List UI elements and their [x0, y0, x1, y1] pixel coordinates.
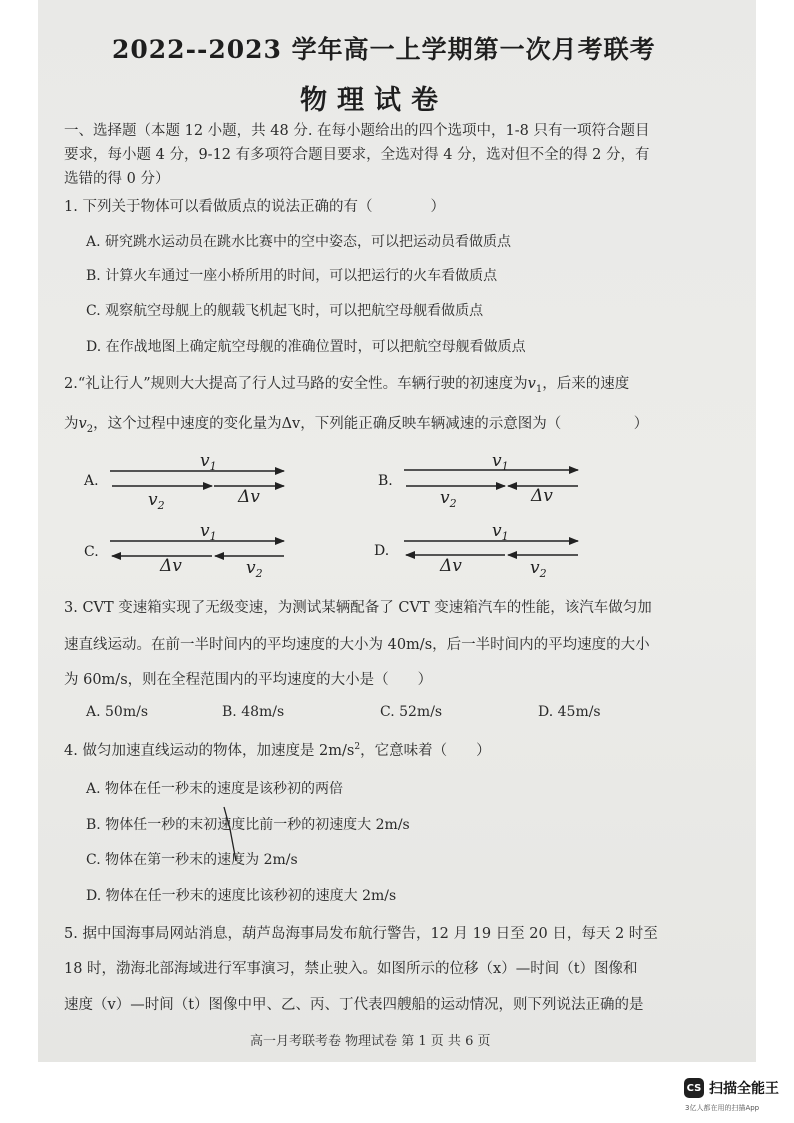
q4-stem-head: 4. 做匀加速直线运动的物体，加速度是 2m/s: [64, 743, 355, 759]
section-intro-line2: 要求，每小题 4 分，9-12 有多项符合题目要求，全选对得 4 分，选对但不全的得 2 分，有: [64, 147, 650, 163]
q1-stem: 1. 下列关于物体可以看做质点的说法正确的有（ ）: [64, 199, 445, 215]
q3-option-c: C. 52m/s: [380, 704, 443, 720]
q3-stem-line3: 为 60m/s，则在全程范围内的平均速度的大小是（ ）: [64, 672, 433, 688]
delta-v-symbol: Δv: [281, 416, 301, 432]
q1-option-a: A. 研究跳水运动员在跳水比赛中的空中姿态，可以把运动员看做质点: [86, 234, 512, 250]
q1-option-d: D. 在作战地图上确定航空母舰的准确位置时，可以把航空母舰看做质点: [86, 339, 526, 355]
q4-option-d: D. 物体在任一秒末的速度比该秒初的速度大 2m/s: [86, 888, 397, 904]
diagram-d-v2-label: $v_2$: [530, 558, 547, 580]
diagram-d-v1-label: $v_1$: [492, 521, 509, 543]
v1-symbol: v: [527, 376, 536, 392]
v2-subscript: 2: [86, 423, 94, 435]
page-footer: 高一月考联考卷 物理试卷 第 1 页 共 6 页: [250, 1034, 491, 1049]
q4-stem-superscript: 2: [354, 742, 361, 753]
camscanner-logo-icon: CS: [684, 1078, 704, 1098]
q4-stem: [64, 739, 491, 760]
exam-subtitle: 物理试卷: [300, 85, 448, 116]
diagram-a-dv-label: Δv: [238, 487, 260, 507]
q5-stem-line1: 5. 据中国海事局网站消息，葫芦岛海事局发布航行警告，12 月 19 日至 20 日，每天 2 时至: [64, 926, 658, 942]
q4-option-b: B. 物体任一秒的末初速度比前一秒的初速度大 2m/s: [86, 817, 410, 833]
q2-stem-line1-tail: ，后来的速度: [542, 376, 630, 392]
exam-title: 2022--2023 学年高一上学期第一次月考联考: [112, 35, 656, 64]
q3-stem-line2: 速直线运动。在前一半时间内的平均速度的大小为 40m/s，后一半时间内的平均速度的大小: [64, 637, 650, 653]
pen-mark: [220, 805, 250, 870]
q2-stem-line1-text: 2.“礼让行人”规则大大提高了行人过马路的安全性。车辆行驶的初速度为: [64, 376, 528, 392]
diagram-c-v1-label: $v_1$: [200, 521, 217, 543]
diagram-c-dv-label: Δv: [160, 556, 182, 576]
v1-subscript: 1: [535, 383, 543, 395]
diagram-b-label: B.: [378, 473, 393, 489]
q3-stem-line1: 3. CVT 变速箱实现了无级变速，为测试某辆配备了 CVT 变速箱汽车的性能，该汽车做匀加: [64, 600, 652, 616]
diagram-b-v2-label: $v_2$: [440, 488, 457, 510]
scanner-tagline: 3亿人都在用的扫描App: [685, 1104, 760, 1112]
diagram-d-dv-label: Δv: [440, 556, 462, 576]
v2-symbol: v: [78, 416, 87, 432]
q5-stem-line2: 18 时，渤海北部海域进行军事演习，禁止驶入。如图所示的位移（x）—时间（t）图像和: [64, 961, 638, 977]
q1-option-c: C. 观察航空母舰上的舰载飞机起飞时，可以把航空母舰看做质点: [86, 303, 484, 319]
diagram-d-label: D.: [374, 543, 390, 559]
q3-option-b: B. 48m/s: [222, 704, 285, 720]
diagram-a-v1-label: $v_1$: [200, 451, 217, 473]
section-intro-line3: 选错的得 0 分）: [64, 171, 170, 187]
q2-stem-line2-head: 为: [64, 416, 79, 432]
q1-option-b: B. 计算火车通过一座小桥所用的时间，可以把运行的火车看做质点: [86, 268, 498, 284]
section-intro-line1: 一、选择题（本题 12 小题，共 48 分. 在每小题给出的四个选项中，1-8 只有一项符合题目: [64, 123, 650, 139]
diagram-c-label: C.: [84, 544, 99, 560]
diagram-a-v2-label: $v_2$: [148, 490, 165, 512]
q3-option-a: A. 50m/s: [86, 704, 149, 720]
diagram-b-dv-label: Δv: [531, 486, 553, 506]
q4-option-a: A. 物体在任一秒末的速度是该秒初的两倍: [86, 781, 344, 797]
q5-stem-line3: 速度（v）—时间（t）图像中甲、乙、丙、丁代表四艘船的运动情况，则下列说法正确的是: [64, 997, 644, 1013]
q2-stem-line2-mid: ，这个过程中速度的变化量为: [93, 416, 282, 432]
diagram-a-label: A.: [84, 473, 99, 489]
q3-option-d: D. 45m/s: [538, 704, 601, 720]
q4-option-c: C. 物体在第一秒末的速度为 2m/s: [86, 852, 298, 868]
scanner-app-name: 扫描全能王: [709, 1081, 779, 1097]
diagram-b-v1-label: $v_1$: [492, 451, 509, 473]
q4-stem-tail: ，它意味着（ ）: [360, 743, 491, 759]
diagram-c-v2-label: $v_2$: [246, 558, 263, 580]
q2-stem-line2-tail: ，下列能正确反映车辆减速的示意图为（ ）: [300, 416, 649, 432]
